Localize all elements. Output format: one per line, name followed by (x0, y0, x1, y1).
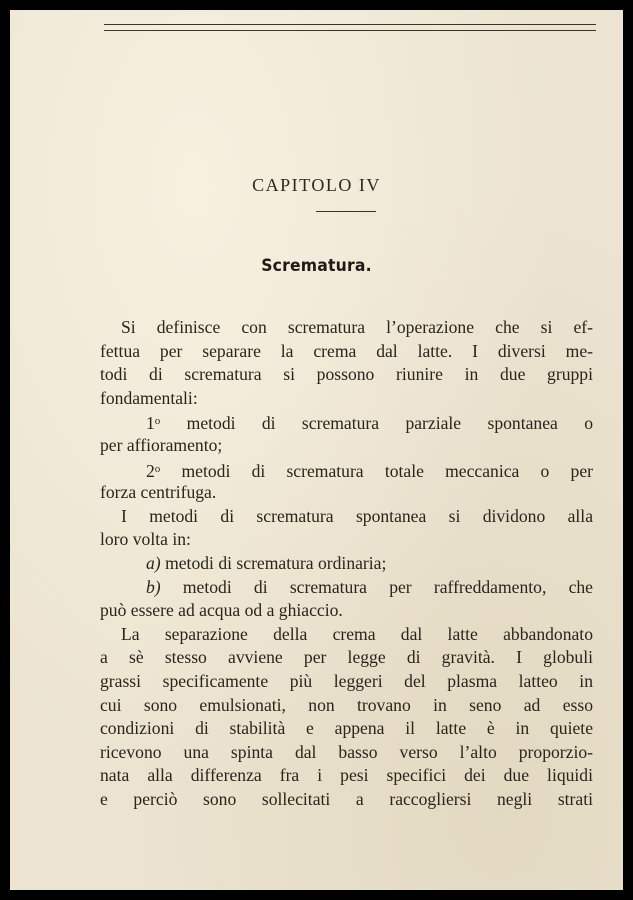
text-line: loro volta in: (100, 529, 191, 550)
text-line: condizioni di stabilità e appena il latte è in quiete (100, 718, 593, 739)
chapter-heading: CAPITOLO IV (252, 175, 381, 195)
list-letter: b) (146, 576, 161, 597)
ordinal-mark: o (154, 415, 161, 428)
text-line: forza centrifuga. (100, 482, 217, 503)
text-line: può essere ad acqua od a ghiaccio. (100, 600, 343, 621)
book-page (10, 10, 623, 890)
text-line: fondamentali: (100, 387, 198, 408)
text-line: Si definisce con scrematura l’operazione che si ef- (121, 317, 593, 337)
list-number: 2 (146, 460, 155, 481)
text-line: I metodi di scrematura spontanea si dividono alla (121, 505, 593, 526)
body-text (100, 316, 593, 811)
text-line: per affioramento; (100, 434, 223, 455)
header-double-rule (104, 24, 596, 31)
text-line: 1$^o$ metodi di scrematura parziale spontanea o (146, 413, 593, 434)
text-line: a) metodi di scrematura ordinaria; (146, 552, 387, 573)
text-line: todi di scrematura si possono riunire in due gruppi (100, 364, 593, 385)
text-line: b) metodi di scrematura per raffreddamento, che (146, 576, 593, 597)
ordinal-mark: o (154, 462, 161, 475)
text-line: nata alla differenza fra i pesi specifici dei due liquidi (100, 765, 593, 786)
text-line: fettua per separare la crema dal latte. I diversi me- (100, 340, 593, 361)
text-line: cui sono emulsionati, non trovano in seno ad esso (100, 694, 593, 715)
list-letter: a) (146, 552, 161, 573)
text-line: grassi specificamente più leggeri del plasma latteo in (100, 670, 593, 691)
section-title: Scrematura. (261, 256, 372, 276)
list-number: 1 (146, 413, 155, 434)
chapter-divider (316, 211, 376, 212)
text-line: 2$^o$ metodi di scrematura totale meccanica o per (146, 460, 593, 481)
text-line: La separazione della crema dal latte abbandonato (121, 623, 593, 644)
text-line: a sè stesso avviene per legge di gravità. I globuli (100, 647, 593, 668)
text-line: ricevono una spinta dal basso verso l’alto proporzio- (100, 741, 593, 762)
text-line: e perciò sono sollecitati a raccogliersi negli strati (100, 788, 593, 809)
